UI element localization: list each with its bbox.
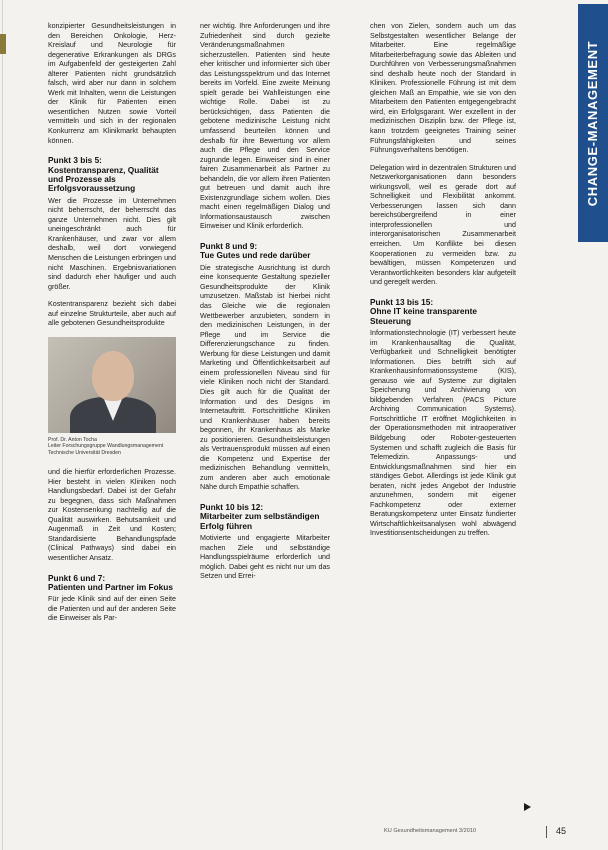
paragraph: Delegation wird in dezentralen Strukturen und Netzwerkorganisationen dann besonders wirkungsvoll, weil es gerade dort auf Schnelligkeit und Flexibilität ankommt. Verbesserungen lassen sich dann bereichsübergreifend in einer interprofessionellen und interorganisatorischen Zusammenarbeit erreichen. Um Konflikte bei diesen Kooperationen zu vermeiden bzw. zu bewältigen, müssen Kompetenzen und Verantwortlichkeiten besonders klar aufgeteilt und geregelt werden. xyxy=(370,163,516,287)
page-edge xyxy=(2,0,3,850)
footer-divider xyxy=(546,826,547,838)
section-tab xyxy=(578,4,608,242)
photo-caption xyxy=(48,437,176,456)
paragraph: Motivierte und engagierte Mitarbeiter machen Ziele und selbständige Handlungsspielräume erforderlich und möglich. Dabei geht es nicht nur um das Setzen und Errei- xyxy=(200,534,330,581)
author-photo xyxy=(48,337,176,433)
paragraph: Wer die Prozesse im Unternehmen nicht beherrscht, der beherrscht das ganze Unternehmen nicht. Dies gilt uneingeschränkt auch für Krankenhäuser, und zwar vor allem deshalb, weil dort vorwiegend Menschen die Leistungen erbringen und nicht Maschinen. Ergebnisvariationen sind dadurch eher häufiger und auch größer. xyxy=(48,196,176,291)
section-heading xyxy=(200,242,330,261)
heading-number: Punkt 6 und 7: xyxy=(48,572,106,583)
caption-name: Prof. Dr. Anton Tocha xyxy=(48,436,97,443)
paragraph: Für jede Klinik sind auf der einen Seite die Patienten und auf der anderen Seite die Einweiser als Par- xyxy=(48,595,176,623)
caption-role: Leiter Forschungsgruppe Wandlungsmanagement xyxy=(48,443,164,450)
section-heading xyxy=(370,298,516,326)
heading-title: Kostentransparenz, Qualität und Prozesse als Erfolgsvoraussetzung xyxy=(48,164,159,194)
heading-title: Ohne IT keine transparente Steuerung xyxy=(370,306,477,326)
column-2 xyxy=(200,22,330,590)
section-heading xyxy=(200,503,330,531)
footer-publication: KU Gesundheitsmanagement 3/2010 xyxy=(384,828,477,834)
paragraph: ner wichtig. Ihre Anforderungen und ihre Zufriedenheit sind durch gezielte Veränderungsmaßnahmen sicherzustellen. Patienten sind heute eher kritischer und informierter sich über das Leistungsspektrum und das Internet bereits im Vorfeld. Eine zweite Meinung spielt gerade bei Wahlleistungen eine wichtige Rolle. Dabei ist zu berücksichtigen, dass Patienten die gebotene medizinische Leistung nicht umfassend beurteilen können und deshalb für ihre Bewertung vor allem auch die Pflege und den Service zugrunde legen. Einweiser sind in einer fairen Zusammenarbeit als Partner zu behandeln, die vor allem ihren Patienten gut betreuen und damit auch ihre Existenzgrundlage sichern wollen. Dies macht einen regelmäßigen Dialog und Informationsaustausch zwischen Einweiser und Klinik erforderlich. xyxy=(200,22,330,231)
page-number: 45 xyxy=(556,826,567,836)
heading-number: Punkt 13 bis 15: xyxy=(370,296,434,307)
paragraph: Informationstechnologie (IT) verbessert heute im Krankenhausalltag die Qualität, Verfügbarkeit und Schnelligkeit benötigter Informationen. Dies betrifft sich auf Krankenhausinformationssysteme (KIS), genauso wie auf Systeme zur digitalen Speicherung und Archivierung von bildgebenden Verfahren (PACS Picture Archiving Communication Systems). Fortschrittliche IT eröffnet Möglichkeiten in der Operationsmethoden mit intraoperativer Bildgebung oder Roboter-gesteuerten Systemen und schafft zugleich die Basis für Telemedizin. Anpassungs- und Entwicklungsmaßnahmen sind hier ein ständiges Gebot. Allerdings ist jede Klinik gut beraten, nicht jedes Angebot der Industrie anzunehmen, sondern mit eigener Fachkompetenz oder externer Beratungskompetenz unter Einsatz fundierter Wirtschaftlichkeitsanalysen wohl abwägend Investitionsentscheidungen zu treffen. xyxy=(370,328,516,538)
column-1 xyxy=(48,22,176,632)
paragraph: chen von Zielen, sondern auch um das Selbstgestalten wesentlicher Belange der Mitarbeiter. Eine regelmäßige Mitarbeiterbefragung sowie das Ableiten und Durchführen von Verbesserungsmaßnahmen sind deshalb heute noch der Standard in Kliniken. Professionelle Führung ist mit dem gleichen Maß an Empathie, wie sie von den Mitarbeitern den Patienten entgegengebracht wird, ein Erfolgsgarant. Wer exzellent in der medizinischen Disziplin bzw. der Pflege ist, kann trotzdem geeignetes Training seiner Führungsfähigkeiten und seines Führungsverhaltens benötigen. xyxy=(370,22,516,155)
heading-number: Punkt 8 und 9: xyxy=(200,241,258,252)
column-3 xyxy=(370,22,516,547)
heading-title: Mitarbeiter zum selbständigen Erfolg führen xyxy=(200,511,320,531)
paragraph: konzipierter Gesundheitsleistungen in den Bereichen Onkologie, Herz-Kreislauf und Neurologie für degenerative Erkrankungen als DRGs im Aufgabenfeld der gesteigerten Zahl älterer Patienten nicht grundsätzlich falsch, wird aber nur dann in solchem Werk mit Inhalten, wenn die Leistungen der Klinik für Patienten einen wesentlichen Nutzen sowie Vorteil vermitteln und sich in der regionalen Konkurrenz am Klinikmarkt behaupten können. xyxy=(48,22,176,145)
edge-crest-mark xyxy=(0,34,6,54)
continue-arrow-icon xyxy=(524,803,531,811)
section-heading xyxy=(48,574,176,593)
heading-title: Patienten und Partner im Fokus xyxy=(48,581,173,592)
paragraph: Die strategische Ausrichtung ist durch eine konsequente Gestaltung spezieller Gesundheitsprodukte der Klinik umzusetzen. Maßstab ist hierbei nicht das Gleiche wie die regionalen Wettbewerber anzubieten, sondern in den medizinischen Leistungen, in der Pflege und im Service die Differenzierungschance zu finden. Werbung für diese Leistungen und damit Marketing und Öffentlichkeitsarbeit auf einem professionellen Niveau sind für viele Kliniken noch nicht der Standard. Dies gilt auch für die Qualität der Information und des Designs im Internetauftritt. Fortschrittliche Kliniken und Krankenhäuser haben bereits begonnen, ihr Krankenhaus als Marke zu positionieren. Gesundheitsleistungen als Vertrauensprodukt müssen auf einen die Kompetenz und Expertise der medizinischen Behandlung vermitteln, zum anderen aber auch emotionale Nähe durch Empathie schaffen. xyxy=(200,263,330,492)
paragraph: Kostentransparenz bezieht sich dabei auf einzelne Strukturteile, aber auch auf alle gebotenen Gesundheitsprodukte xyxy=(48,300,176,328)
paragraph: und die hierfür erforderlichen Prozesse. Hier besteht in vielen Kliniken noch Handlungsbedarf. Dabei ist der Gefahr zu begegnen, dass sich Maßnahmen zur Kostensenkung nachteilig auf die Qualität auswirken. Behutsamkeit und Augenmaß in Zeit und Kosten; Standardisierte Behandlungspfade (Clinical Pathways) sind dabei ein wesentlicher Ansatz. xyxy=(48,468,176,562)
section-tab-label: CHANGE-MANAGEMENT xyxy=(585,40,601,206)
heading-number: Punkt 10 bis 12: xyxy=(200,501,264,512)
photo-head xyxy=(92,351,134,401)
heading-number: Punkt 3 bis 5: xyxy=(48,155,102,166)
caption-institution: Technische Universität Dresden xyxy=(48,449,121,456)
section-heading xyxy=(48,156,176,194)
heading-title: Tue Gutes und rede darüber xyxy=(200,250,311,261)
